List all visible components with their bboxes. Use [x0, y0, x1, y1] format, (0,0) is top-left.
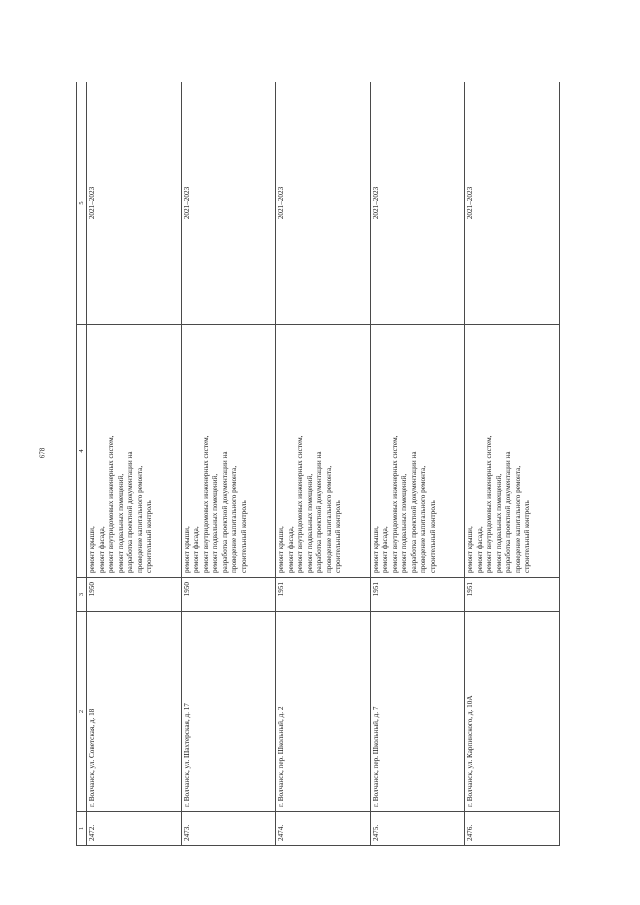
rotated-table-frame	[76, 82, 560, 846]
work-item: проведение капитального ремонта,	[419, 465, 428, 573]
row-works	[181, 325, 276, 578]
table-sheet	[76, 82, 560, 846]
table-row	[370, 82, 465, 846]
row-year: 1950	[181, 578, 276, 612]
work-item: ремонт фасада,	[192, 526, 201, 573]
row-id: 2472.	[87, 812, 182, 846]
work-item: ремонт фасада,	[97, 526, 106, 573]
work-item: ремонт крыши,	[277, 526, 286, 573]
work-item: ремонт фасада,	[475, 526, 484, 573]
work-item: строительный контроль	[334, 500, 343, 573]
row-works	[370, 325, 465, 578]
row-address: г. Волчанск, пер. Школьный, д. 2	[276, 612, 371, 812]
work-item: ремонт внутридомовых инженерных систем,	[390, 435, 399, 573]
table-row	[181, 82, 276, 846]
work-item: ремонт крыши,	[88, 526, 97, 573]
work-item: ремонт внутридомовых инженерных систем,	[107, 435, 116, 573]
row-year: 1951	[370, 578, 465, 612]
work-item: разработка проектной документации на	[315, 451, 324, 573]
row-works	[465, 325, 560, 578]
row-period: 2021–2023	[465, 82, 560, 325]
column-number-2: 2	[77, 612, 87, 812]
row-year: 1950	[87, 578, 182, 612]
work-item: ремонт внутридомовых инженерных систем,	[296, 435, 305, 573]
work-item: ремонт фасада,	[286, 526, 295, 573]
row-id: 2473.	[181, 812, 276, 846]
work-item: ремонт подвальных помещений,	[211, 473, 220, 573]
work-item: строительный контроль	[145, 500, 154, 573]
work-item: ремонт подвальных помещений,	[400, 473, 409, 573]
work-item: ремонт внутридомовых инженерных систем,	[485, 435, 494, 573]
capital-repair-table	[76, 82, 560, 846]
work-item: ремонт крыши,	[466, 526, 475, 573]
work-item: ремонт подвальных помещений,	[305, 473, 314, 573]
work-item: ремонт крыши,	[182, 526, 191, 573]
row-address: г. Волчанск, ул. Советская, д. 18	[87, 612, 182, 812]
column-number-4: 4	[77, 325, 87, 578]
column-number-3: 3	[77, 578, 87, 612]
row-period: 2021–2023	[370, 82, 465, 325]
column-number-1: 1	[77, 812, 87, 846]
page-number-text: 678	[38, 447, 46, 459]
row-period: 2021–2023	[87, 82, 182, 325]
work-item: разработка проектной документации на	[409, 451, 418, 573]
work-item: ремонт подвальных помещений,	[116, 473, 125, 573]
row-year: 1951	[276, 578, 371, 612]
work-item: ремонт внутридомовых инженерных систем,	[201, 435, 210, 573]
row-address: г. Волчанск, пер. Школьный, д. 7	[370, 612, 465, 812]
work-item: ремонт подвальных помещений,	[494, 473, 503, 573]
column-number-row	[77, 82, 87, 846]
work-item: строительный контроль	[428, 500, 437, 573]
work-item: проведение капитального ремонта,	[135, 465, 144, 573]
column-number-5: 5	[77, 82, 87, 325]
row-works	[276, 325, 371, 578]
work-item: проведение капитального ремонта,	[230, 465, 239, 573]
work-item: разработка проектной документации на	[126, 451, 135, 573]
row-id: 2474.	[276, 812, 371, 846]
work-item: строительный контроль	[239, 500, 248, 573]
page-number	[31, 442, 53, 464]
row-period: 2021–2023	[181, 82, 276, 325]
table-row	[465, 82, 560, 846]
row-address: г. Волчанск, ул. Карпинского, д. 10А	[465, 612, 560, 812]
work-item: проведение капитального ремонта,	[324, 465, 333, 573]
work-item: разработка проектной документации на	[504, 451, 513, 573]
row-works	[87, 325, 182, 578]
row-address: г. Волчанск, ул. Шахтерская, д. 17	[181, 612, 276, 812]
row-year: 1951	[465, 578, 560, 612]
work-item: строительный контроль	[523, 500, 532, 573]
work-item: ремонт фасада,	[381, 526, 390, 573]
work-item: проведение капитального ремонта,	[513, 465, 522, 573]
work-item: ремонт крыши,	[371, 526, 380, 573]
row-period: 2021–2023	[276, 82, 371, 325]
row-id: 2476.	[465, 812, 560, 846]
row-id: 2475.	[370, 812, 465, 846]
work-item: разработка проектной документации на	[220, 451, 229, 573]
table-row	[276, 82, 371, 846]
table-row	[87, 82, 182, 846]
